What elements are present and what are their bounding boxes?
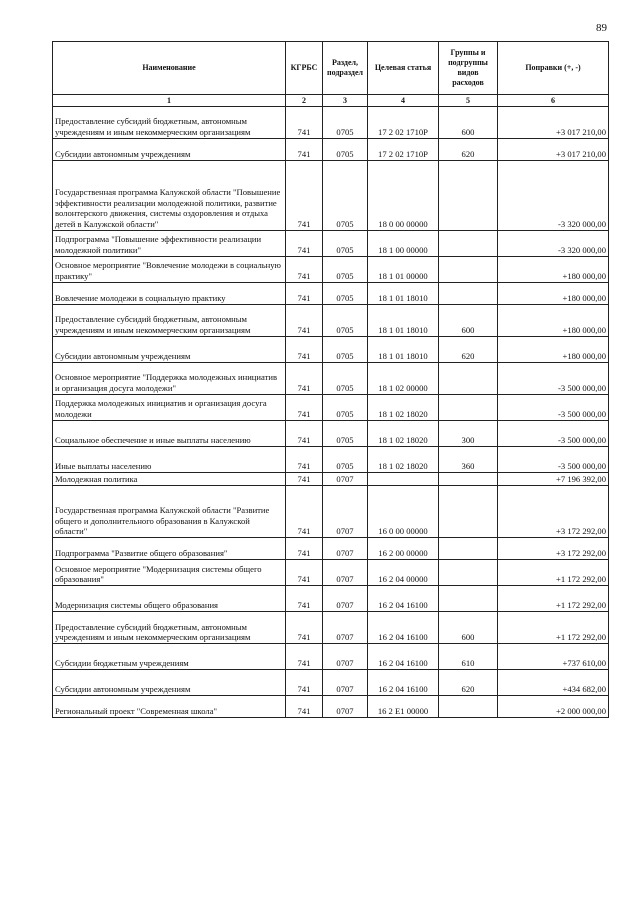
cell-expense-group: 600 <box>439 107 498 139</box>
cell-expense-group <box>439 560 498 586</box>
cell-target-article: 18 1 02 18020 <box>368 447 439 473</box>
cell-name: Социальное обеспечение и иные выплаты населению <box>53 421 286 447</box>
table-row <box>53 612 609 644</box>
cell-amount: +3 172 292,00 <box>498 486 609 538</box>
cell-expense-group: 300 <box>439 421 498 447</box>
column-number: 2 <box>286 95 323 107</box>
cell-name: Основное мероприятие "Поддержка молодежных инициатив и организация досуга молодежи" <box>53 363 286 395</box>
cell-kgrbs: 741 <box>286 696 323 718</box>
cell-amount: -3 320 000,00 <box>498 161 609 231</box>
table-row <box>53 257 609 283</box>
cell-amount: +180 000,00 <box>498 305 609 337</box>
cell-amount: +1 172 292,00 <box>498 586 609 612</box>
table-row <box>53 473 609 486</box>
cell-name: Субсидии бюджетным учреждениям <box>53 644 286 670</box>
cell-name: Основное мероприятие "Вовлечение молодежи в социальную практику" <box>53 257 286 283</box>
column-number: 6 <box>498 95 609 107</box>
cell-target-article: 16 2 04 16100 <box>368 586 439 612</box>
cell-target-article: 16 2 E1 00000 <box>368 696 439 718</box>
cell-name: Субсидии автономным учреждениям <box>53 337 286 363</box>
cell-name: Субсидии автономным учреждениям <box>53 139 286 161</box>
table-row <box>53 560 609 586</box>
cell-section: 0707 <box>323 612 368 644</box>
budget-amendments-table <box>52 41 609 718</box>
cell-amount: +180 000,00 <box>498 257 609 283</box>
cell-section: 0707 <box>323 538 368 560</box>
cell-expense-group <box>439 363 498 395</box>
cell-section: 0705 <box>323 161 368 231</box>
cell-kgrbs: 741 <box>286 231 323 257</box>
cell-target-article: 18 1 01 00000 <box>368 257 439 283</box>
cell-target-article: 18 1 01 18010 <box>368 283 439 305</box>
cell-amount: +1 172 292,00 <box>498 612 609 644</box>
cell-kgrbs: 741 <box>286 395 323 421</box>
cell-kgrbs: 741 <box>286 586 323 612</box>
cell-target-article: 17 2 02 1710Р <box>368 107 439 139</box>
cell-name: Субсидии автономным учреждениям <box>53 670 286 696</box>
cell-target-article: 16 2 04 16100 <box>368 612 439 644</box>
cell-target-article: 16 2 00 00000 <box>368 538 439 560</box>
cell-name: Основное мероприятие "Модернизация системы общего образования" <box>53 560 286 586</box>
cell-section: 0705 <box>323 421 368 447</box>
cell-expense-group <box>439 161 498 231</box>
cell-section: 0707 <box>323 644 368 670</box>
cell-expense-group: 620 <box>439 139 498 161</box>
cell-expense-group <box>439 283 498 305</box>
cell-name: Вовлечение молодежи в социальную практику <box>53 283 286 305</box>
cell-expense-group: 360 <box>439 447 498 473</box>
cell-target-article: 18 1 00 00000 <box>368 231 439 257</box>
cell-kgrbs: 741 <box>286 337 323 363</box>
page-number: 89 <box>596 22 607 34</box>
cell-section: 0707 <box>323 670 368 696</box>
header-kgrbs: КГРБС <box>286 42 323 95</box>
cell-amount: -3 320 000,00 <box>498 231 609 257</box>
cell-section: 0705 <box>323 447 368 473</box>
cell-target-article: 18 1 02 18020 <box>368 395 439 421</box>
cell-amount: +3 017 210,00 <box>498 107 609 139</box>
cell-kgrbs: 741 <box>286 421 323 447</box>
cell-section: 0707 <box>323 696 368 718</box>
table-row <box>53 586 609 612</box>
cell-target-article: 16 2 04 16100 <box>368 644 439 670</box>
cell-expense-group: 600 <box>439 305 498 337</box>
cell-section: 0705 <box>323 363 368 395</box>
cell-kgrbs: 741 <box>286 538 323 560</box>
cell-kgrbs: 741 <box>286 560 323 586</box>
cell-amount: +1 172 292,00 <box>498 560 609 586</box>
header-section: Раздел, подраздел <box>323 42 368 95</box>
cell-kgrbs: 741 <box>286 305 323 337</box>
cell-kgrbs: 741 <box>286 161 323 231</box>
table-row <box>53 107 609 139</box>
header-amendments: Поправки (+, -) <box>498 42 609 95</box>
cell-expense-group <box>439 257 498 283</box>
column-number: 5 <box>439 95 498 107</box>
table-row <box>53 670 609 696</box>
table-row <box>53 447 609 473</box>
table-row <box>53 644 609 670</box>
cell-expense-group: 600 <box>439 612 498 644</box>
cell-amount: +3 172 292,00 <box>498 538 609 560</box>
cell-kgrbs: 741 <box>286 283 323 305</box>
table-row <box>53 486 609 538</box>
cell-amount: +7 196 392,00 <box>498 473 609 486</box>
cell-name: Государственная программа Калужской области "Развитие общего и дополнительного образования в Калужской области" <box>53 486 286 538</box>
table-row <box>53 161 609 231</box>
header-target-article: Целевая статья <box>368 42 439 95</box>
cell-name: Предоставление субсидий бюджетным, автономным учреждениям и иным некоммерческим организациям <box>53 107 286 139</box>
cell-name: Модернизация системы общего образования <box>53 586 286 612</box>
cell-name: Предоставление субсидий бюджетным, автономным учреждениям и иным некоммерческим организациям <box>53 612 286 644</box>
cell-amount: -3 500 000,00 <box>498 421 609 447</box>
cell-expense-group <box>439 586 498 612</box>
cell-kgrbs: 741 <box>286 473 323 486</box>
table-header-row <box>53 42 609 95</box>
cell-amount: +180 000,00 <box>498 283 609 305</box>
cell-target-article: 18 1 01 18010 <box>368 337 439 363</box>
column-number: 3 <box>323 95 368 107</box>
cell-section: 0707 <box>323 560 368 586</box>
table-row <box>53 337 609 363</box>
cell-kgrbs: 741 <box>286 257 323 283</box>
cell-expense-group <box>439 538 498 560</box>
cell-amount: +2 000 000,00 <box>498 696 609 718</box>
cell-name: Молодежная политика <box>53 473 286 486</box>
cell-name: Региональный проект "Современная школа" <box>53 696 286 718</box>
cell-section: 0705 <box>323 139 368 161</box>
cell-kgrbs: 741 <box>286 612 323 644</box>
table-row <box>53 283 609 305</box>
cell-target-article: 17 2 02 1710Р <box>368 139 439 161</box>
column-number-row <box>53 95 609 107</box>
table-body <box>53 107 609 718</box>
cell-target-article <box>368 473 439 486</box>
cell-section: 0705 <box>323 395 368 421</box>
cell-amount: -3 500 000,00 <box>498 363 609 395</box>
cell-kgrbs: 741 <box>286 363 323 395</box>
cell-section: 0707 <box>323 473 368 486</box>
cell-kgrbs: 741 <box>286 107 323 139</box>
cell-expense-group <box>439 486 498 538</box>
cell-name: Иные выплаты населению <box>53 447 286 473</box>
table-row <box>53 305 609 337</box>
cell-expense-group <box>439 231 498 257</box>
cell-expense-group: 610 <box>439 644 498 670</box>
cell-section: 0705 <box>323 283 368 305</box>
cell-target-article: 16 0 00 00000 <box>368 486 439 538</box>
cell-target-article: 18 1 02 18020 <box>368 421 439 447</box>
table-row <box>53 139 609 161</box>
cell-kgrbs: 741 <box>286 486 323 538</box>
cell-amount: -3 500 000,00 <box>498 395 609 421</box>
table-row <box>53 363 609 395</box>
cell-section: 0707 <box>323 486 368 538</box>
cell-name: Предоставление субсидий бюджетным, автономным учреждениям и иным некоммерческим организациям <box>53 305 286 337</box>
cell-amount: +180 000,00 <box>498 337 609 363</box>
cell-amount: -3 500 000,00 <box>498 447 609 473</box>
cell-expense-group: 620 <box>439 337 498 363</box>
column-number: 4 <box>368 95 439 107</box>
cell-section: 0705 <box>323 257 368 283</box>
cell-kgrbs: 741 <box>286 139 323 161</box>
cell-expense-group <box>439 696 498 718</box>
table-row <box>53 696 609 718</box>
header-expense-groups: Группы и подгруппы видов расходов <box>439 42 498 95</box>
cell-section: 0705 <box>323 337 368 363</box>
cell-section: 0705 <box>323 305 368 337</box>
cell-target-article: 18 0 00 00000 <box>368 161 439 231</box>
cell-kgrbs: 741 <box>286 670 323 696</box>
cell-name: Подпрограмма "Повышение эффективности реализации молодежной политики" <box>53 231 286 257</box>
cell-expense-group <box>439 473 498 486</box>
cell-target-article: 16 2 04 16100 <box>368 670 439 696</box>
cell-amount: +737 610,00 <box>498 644 609 670</box>
cell-amount: +434 682,00 <box>498 670 609 696</box>
cell-section: 0707 <box>323 586 368 612</box>
cell-expense-group <box>439 395 498 421</box>
cell-target-article: 18 1 01 18010 <box>368 305 439 337</box>
cell-expense-group: 620 <box>439 670 498 696</box>
table-row <box>53 538 609 560</box>
cell-section: 0705 <box>323 231 368 257</box>
cell-name: Подпрограмма "Развитие общего образования" <box>53 538 286 560</box>
cell-target-article: 16 2 04 00000 <box>368 560 439 586</box>
cell-kgrbs: 741 <box>286 447 323 473</box>
column-number: 1 <box>53 95 286 107</box>
cell-kgrbs: 741 <box>286 644 323 670</box>
table-row <box>53 421 609 447</box>
cell-amount: +3 017 210,00 <box>498 139 609 161</box>
header-name: Наименование <box>53 42 286 95</box>
table-row <box>53 231 609 257</box>
cell-name: Государственная программа Калужской области "Повышение эффективности реализации молодежной политики, развитие волонтерского движения, системы оздоровления и отдыха детей в Калужской области" <box>53 161 286 231</box>
cell-target-article: 18 1 02 00000 <box>368 363 439 395</box>
cell-section: 0705 <box>323 107 368 139</box>
table-row <box>53 395 609 421</box>
cell-name: Поддержка молодежных инициатив и организация досуга молодежи <box>53 395 286 421</box>
